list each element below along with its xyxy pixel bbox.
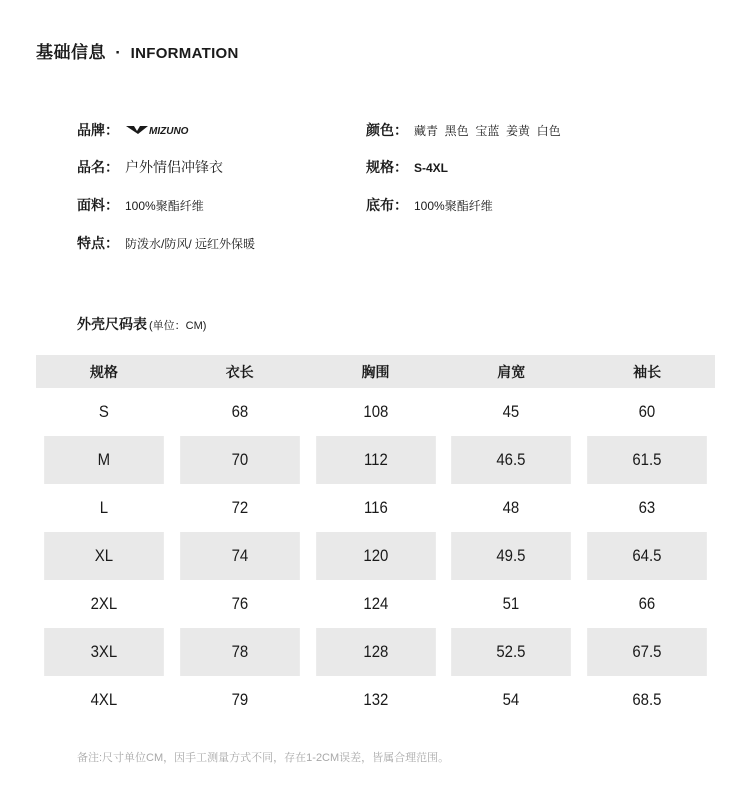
table-cell: 49.5 [452,532,572,580]
table-row [36,580,715,628]
table-row [36,676,715,724]
table-cell: 116 [363,498,388,517]
table-cell: 3XL [44,628,164,676]
section-title-sep: · [115,43,122,62]
header-cell: 肩宽 [443,355,579,388]
table-cell: 68 [231,402,249,421]
size-value: S-4XL [414,161,449,175]
table-cell: 54 [502,690,520,709]
table-row [36,532,715,580]
fabric-label: 面料： [77,197,119,213]
table-cell: 128 [316,628,436,676]
table-cell: 45 [502,402,520,421]
table-row [36,388,715,436]
table-cell: 63 [638,498,656,517]
table-cell: 76 [231,594,249,613]
color-label: 颜色： [366,122,408,138]
info-color [366,120,561,140]
header-cell: 规格 [36,355,172,388]
table-cell: 4XL [90,690,118,709]
section-title-en: INFORMATION [130,45,239,62]
table-cell: 120 [316,532,436,580]
info-lining [366,195,493,215]
table-cell: 64.5 [587,532,707,580]
table-cell: S [98,402,109,421]
table-row [36,628,715,676]
info-feature [77,233,255,253]
table-cell: 78 [180,628,300,676]
header-cell: 胸围 [308,355,444,388]
table-cell: 132 [363,690,388,709]
table-cell: 68.5 [632,690,662,709]
size-table-unit: (单位：CM) [149,320,207,332]
table-cell: 72 [231,498,249,517]
table-cell: 79 [231,690,249,709]
table-cell: L [99,498,109,517]
fabric-value: 100%聚酯纤维 [125,199,204,213]
table-cell: 112 [316,436,436,484]
table-cell: 66 [638,594,656,613]
feature-label: 特点： [77,235,119,251]
table-cell: 46.5 [452,436,572,484]
brand-label: 品牌： [77,122,119,138]
header-cell: 袖长 [579,355,715,388]
table-cell: 67.5 [587,628,707,676]
lining-label: 底布： [366,197,408,213]
mizuno-logo [125,123,201,140]
table-cell: 51 [502,594,520,613]
table-cell: 124 [363,594,388,613]
table-row [36,436,715,484]
table-cell: XL [44,532,164,580]
info-brand [77,120,201,140]
lining-value: 100%聚酯纤维 [414,199,493,213]
table-cell: 52.5 [452,628,572,676]
table-cell: 48 [502,498,520,517]
size-label: 规格： [366,159,408,175]
table-cell: 74 [180,532,300,580]
size-table-header-row [36,355,715,388]
table-cell: 61.5 [587,436,707,484]
footnote: 备注:尺寸单位CM，因手工测量方式不同，存在1-2CM误差，皆属合理范围。 [77,752,450,764]
table-cell: 2XL [90,594,118,613]
section-header [36,38,239,63]
table-cell: M [44,436,164,484]
info-fabric [77,195,204,215]
size-table [36,355,715,724]
section-title-cn: 基础信息 [36,43,106,62]
color-value: 藏青 黑色 宝蓝 姜黄 白色 [414,124,561,138]
name-label: 品名： [77,159,119,175]
table-cell: 108 [363,402,388,421]
header-cell: 衣长 [172,355,308,388]
table-cell: 60 [638,402,656,421]
info-name [77,157,223,177]
mizuno-logo-text: MIZUNO [149,125,189,137]
table-cell: 70 [180,436,300,484]
size-table-title-text: 外壳尺码表 [77,316,147,332]
info-size [366,157,448,177]
size-table-title [77,314,206,334]
name-value: 户外情侣冲锋衣 [125,159,223,175]
table-row [36,484,715,532]
feature-value: 防泼水/防风/ 远红外保暖 [125,237,256,251]
